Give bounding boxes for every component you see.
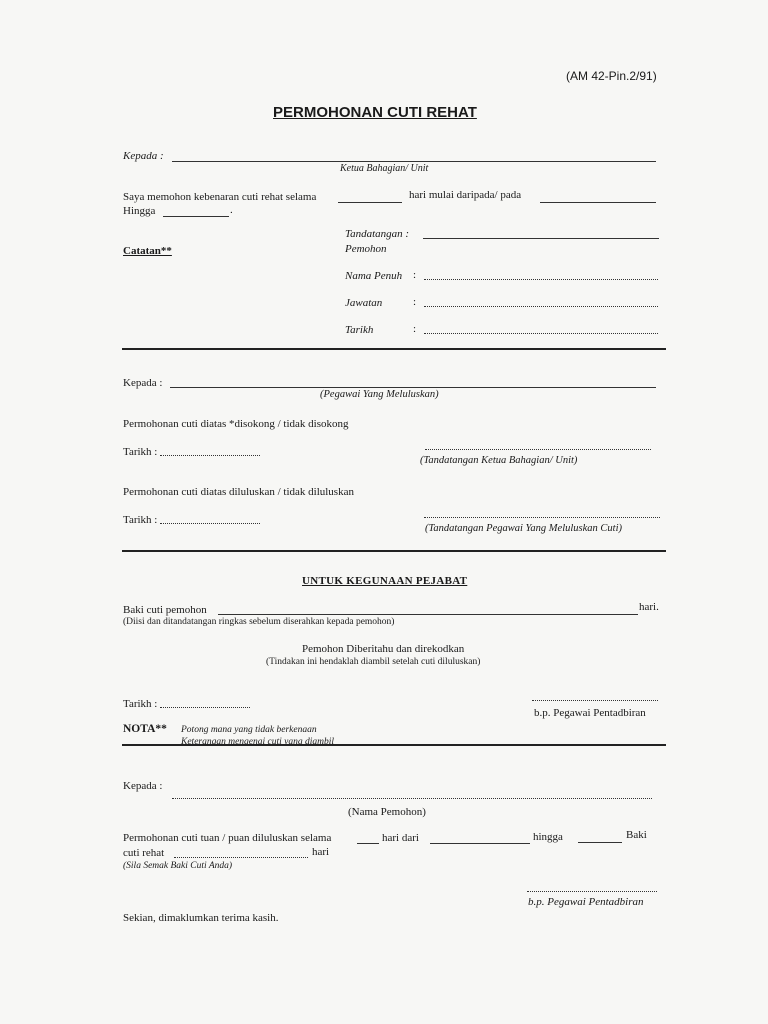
form-title: PERMOHONAN CUTI REHAT: [273, 104, 477, 121]
tarikh-colon: :: [413, 323, 417, 335]
days-field[interactable]: [338, 202, 402, 203]
nama-field[interactable]: [424, 279, 658, 280]
closing-text: Sekian, dimaklumkan terima kasih.: [123, 912, 279, 924]
request-text: Saya memohon kebenaran cuti rehat selama: [123, 191, 317, 203]
semak-note: (Sila Semak Baki Cuti Anda): [123, 861, 233, 871]
nama-pemohon-caption: (Nama Pemohon): [348, 806, 426, 818]
support-text: Permohonan cuti diatas *disokong / tidak disokong: [123, 418, 349, 430]
baki-note: (Diisi dan ditandatangan ringkas sebelum diserahkan kepada pemohon): [123, 617, 395, 627]
approver-field[interactable]: [170, 387, 656, 388]
nota-line1: Potong mana yang tidak berkenaan: [181, 725, 317, 735]
notify-text: Pemohon Diberitahu dan direkodkan: [302, 643, 465, 655]
kepada-label: Kepada :: [123, 150, 164, 162]
tandatangan-label: Tandatangan :: [345, 228, 410, 240]
approver-caption: (Pegawai Yang Meluluskan): [320, 389, 439, 400]
office-sign-field[interactable]: [532, 700, 658, 701]
hingga-text: hingga: [533, 831, 563, 843]
approver-kepada-label: Kepada :: [123, 377, 163, 389]
pemohon-label: Pemohon: [345, 243, 387, 255]
reply-kepada-label: Kepada :: [123, 780, 163, 792]
office-tarikh-label: Tarikh :: [123, 698, 158, 710]
sign2-caption: (Tandatangan Pegawai Yang Meluluskan Cuti): [425, 523, 622, 534]
tarikh-label: Tarikh: [345, 324, 374, 336]
baki-word: Baki: [626, 829, 647, 841]
reply-bp-label: b.p. Pegawai Pentadbiran: [528, 896, 644, 908]
nama-label: Nama Penuh: [345, 270, 403, 282]
nota-line2: Keterangan mengenai cuti yang diambil: [181, 737, 335, 747]
from-date-field[interactable]: [430, 843, 530, 844]
office-bp-label: b.p. Pegawai Pentadbiran: [534, 707, 646, 719]
balance-field[interactable]: [174, 857, 308, 858]
approved-text: Permohonan cuti tuan / puan diluluskan selama: [123, 832, 332, 844]
section-divider-1: [122, 348, 666, 350]
office-heading: UNTUK KEGUNAAN PEJABAT: [302, 575, 468, 587]
hingga-label: Hingga: [123, 205, 156, 217]
tarikh1-field[interactable]: [160, 455, 260, 456]
reply-sign-field[interactable]: [527, 891, 657, 892]
nama-colon: :: [413, 269, 417, 281]
section-divider-2: [122, 550, 666, 552]
tarikh2-label: Tarikh :: [123, 514, 158, 526]
baki-field[interactable]: [218, 614, 638, 615]
tarikh-field[interactable]: [424, 333, 658, 334]
approved-days-field[interactable]: [357, 843, 379, 844]
end-date-field[interactable]: [163, 216, 229, 217]
to-date-field[interactable]: [578, 842, 622, 843]
signature-field[interactable]: [423, 238, 659, 239]
baki-label: Baki cuti pemohon: [123, 604, 207, 616]
tarikh1-label: Tarikh :: [123, 446, 158, 458]
reply-nama-field[interactable]: [172, 798, 652, 799]
approve-text: Permohonan cuti diatas diluluskan / tidak diluluskan: [123, 486, 354, 498]
cuti-rehat-text: cuti rehat: [123, 847, 165, 859]
sign1-caption: (Tandatangan Ketua Bahagian/ Unit): [420, 455, 578, 466]
catatan-label: Catatan**: [123, 245, 172, 257]
tarikh2-field[interactable]: [160, 523, 260, 524]
jawatan-field[interactable]: [424, 306, 658, 307]
hari-text: hari: [312, 846, 330, 858]
nota-label: NOTA**: [123, 723, 167, 735]
sign2-field[interactable]: [424, 517, 660, 518]
hingga-end: .: [230, 204, 233, 216]
office-tarikh-field[interactable]: [160, 707, 250, 708]
baki-end: hari.: [639, 601, 659, 613]
section-divider-3: [122, 744, 666, 746]
kepada-caption: Ketua Bahagian/ Unit: [340, 163, 429, 174]
start-date-field[interactable]: [540, 202, 656, 203]
notify-note: (Tindakan ini hendaklah diambil setelah cuti diluluskan): [266, 657, 481, 667]
days-text: hari mulai daripada/ pada: [409, 189, 522, 201]
hari-dari-text: hari dari: [382, 832, 419, 844]
jawatan-label: Jawatan: [345, 297, 383, 309]
sign1-field[interactable]: [425, 449, 651, 450]
form-code: (AM 42-Pin.2/91): [566, 69, 657, 83]
jawatan-colon: :: [413, 296, 417, 308]
kepada-field[interactable]: [172, 161, 656, 162]
